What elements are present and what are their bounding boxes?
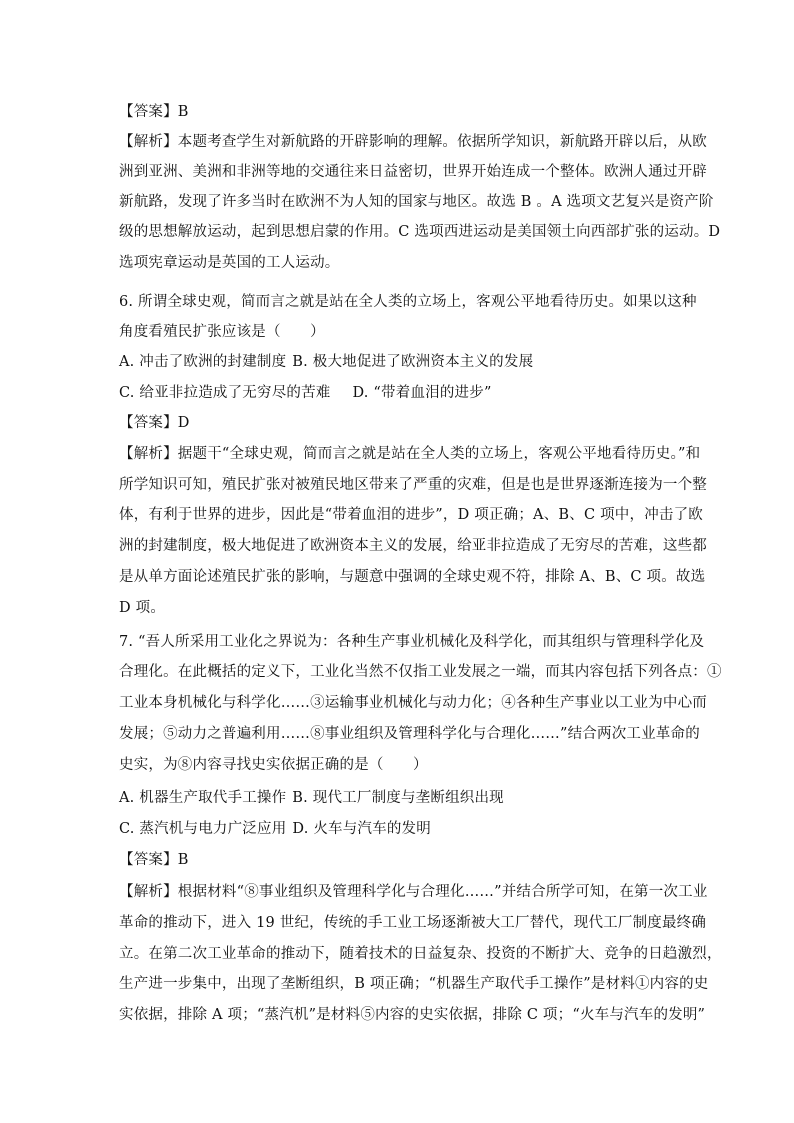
q5-analysis-line: 【解析】本题考查学生对新航路的开辟影响的理解。依据所学知识，新航路开辟以后，从欧: [119, 134, 707, 150]
q6-analysis-line: 【解析】据题干“全球史观，简而言之就是站在全人类的立场上，客观公平地看待历史。”和: [119, 446, 701, 462]
q6-analysis-line: D 项。: [119, 600, 166, 616]
q5-analysis-line: 新航路，发现了许多当时在欧洲不为人知的国家与地区。故选 B 。A 选项文艺复兴是资产阶: [119, 194, 714, 210]
q5-answer: 【答案】B: [119, 104, 189, 120]
q6-option-d: D. “带着血泪的进步”: [352, 385, 492, 401]
q6-analysis-line: 所学知识可知，殖民扩张对被殖民地区带来了严重的灾难，但是也是世界逐渐连接为一个整: [119, 477, 707, 493]
q5-analysis-line: 洲到亚洲、美洲和非洲等地的交通往来日益密切，世界开始连成一个整体。欧洲人通过开辟: [119, 164, 707, 180]
q6-analysis-line: 是从单方面论述殖民扩张的影响，与题意中强调的全球史观不符，排除 A、B、C 项。故选: [119, 569, 706, 585]
q7-options-row-2: [119, 819, 431, 839]
q6-option-a: A. 冲击了欧洲的封建制度: [119, 354, 287, 370]
q7-option-c: C. 蒸汽机与电力广泛应用: [119, 821, 287, 837]
q6-option-c: C. 给亚非拉造成了无穷尽的苦难: [119, 385, 331, 401]
q6-answer: 【答案】D: [119, 415, 190, 431]
q6-stem-line: 6. 所谓全球史观，简而言之就是站在全人类的立场上，客观公平地看待历史。如果以这种: [119, 294, 697, 310]
q7-stem-line: 史实，为⑧内容寻找史实依据正确的是（ ）: [119, 757, 428, 773]
q7-analysis-line: 实依据，排除 A 项；“蒸汽机”是材料⑤内容的史实依据，排除 C 项；“火车与汽车的发明”: [119, 1007, 706, 1023]
q7-option-a: A. 机器生产取代手工操作: [119, 790, 287, 806]
q6-options-row-1: [119, 352, 533, 372]
q5-analysis-line: 选项宪章运动是英国的工人运动。: [119, 255, 340, 271]
q7-stem-line: 发展；⑤动力之普遍利用……⑧事业组织及管理科学化与合理化……”结合两次工业革命的: [119, 726, 700, 742]
q7-analysis-line: 立。在第二次工业革命的推动下，随着技术的日益复杂、投资的不断扩大、竞争的日趋激烈，: [119, 946, 722, 962]
q7-analysis-line: 【解析】根据材料“⑧事业组织及管理科学化与合理化……”并结合所学可知，在第一次工业: [119, 884, 708, 900]
q6-options-row-2: [119, 383, 492, 403]
q7-analysis-line: 革命的推动下，进入 19 世纪，传统的手工业工场逐渐被大工厂替代，现代工厂制度最终确: [119, 915, 707, 931]
q7-stem-line: 7. “吾人所采用工业化之界说为：各种生产事业机械化及科学化，而其组织与管理科学化及: [119, 634, 705, 650]
q6-option-b: B. 极大地促进了欧洲资本主义的发展: [292, 354, 534, 370]
q6-analysis-line: 体，有利于世界的进步，因此是“带着血泪的进步”，D 项正确；A、B、C 项中，冲击了欧: [119, 507, 703, 523]
q7-options-row-1: [119, 788, 504, 808]
q7-stem-line: 合理化。在此概括的定义下，工业化当然不仅指工业发展之一端，而其内容包括下列各点：①: [119, 664, 722, 680]
q6-analysis-line: 洲的封建制度，极大地促进了欧洲资本主义的发展，给亚非拉造成了无穷尽的苦难，这些都: [119, 538, 707, 554]
q7-answer: 【答案】B: [119, 852, 189, 868]
q7-analysis-line: 生产进一步集中，出现了垄断组织，B 项正确；“机器生产取代手工操作”是材料①内容的史: [119, 976, 709, 992]
q5-analysis-line: 级的思想解放运动，起到思想启蒙的作用。C 选项西进运动是美国领土向西部扩张的运动。D: [119, 224, 721, 240]
q7-stem-line: 工业本身机械化与科学化……③运输事业机械化与动力化；④各种生产事业以工业为中心而: [119, 695, 707, 711]
q7-option-b: B. 现代工厂制度与垄断组织出现: [292, 790, 504, 806]
q7-option-d: D. 火车与汽车的发明: [292, 821, 431, 837]
q6-stem-line: 角度看殖民扩张应该是（ ）: [119, 324, 325, 340]
